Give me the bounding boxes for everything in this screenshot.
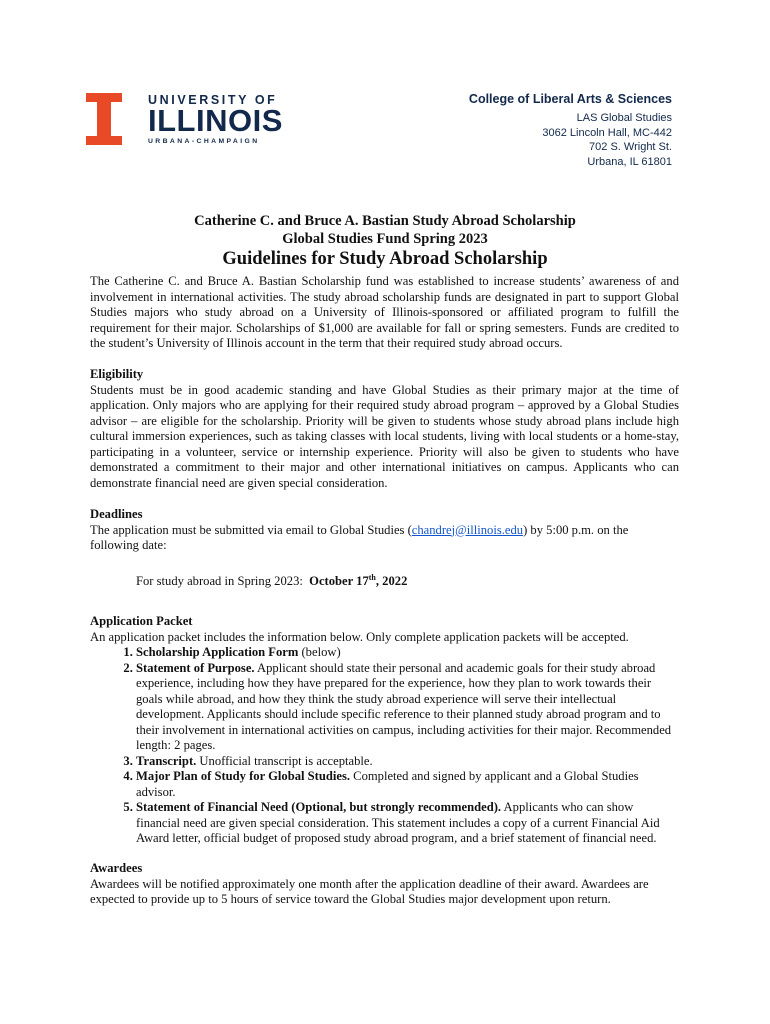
deadline-date-line — [90, 570, 679, 590]
intro-section — [90, 274, 679, 352]
list-item-text: Applicant should state their personal and academic goals for their study abroad experience, including how they have prepared for the experience, how they plan to work towards their goals while abroad, and how they think the study abroad experience will serve their intellectual development. Applicants should include specific reference to their planned study abroad program and to their involvement in international activities on campus, including activities for their major. Recommended length: 2 pages. — [136, 660, 672, 752]
address-line: 3062 Lincoln Hall, MC-442 — [542, 126, 672, 139]
eligibility-paragraph: Students must be in good academic standing and have Global Studies as their primary major at the time of application. Only majors who are applying for their required study abroad program – approved by a Global Studies advisor – are eligible for the scholarship. Priority will be given to students whose study abroad plans include high cultural immersion experiences, such as taking classes with local students, living with local students or a home-stay, participating in a volunteer, service or internship experience. Priority will also be given to students who have demonstrated a commitment to their major and other international initiatives on campus. Applicants who can demonstrate financial need are given special consideration. — [90, 382, 679, 490]
address-line: LAS Global Studies — [576, 112, 672, 124]
list-item-text: (below) — [298, 645, 341, 659]
list-item — [136, 754, 679, 770]
eligibility-heading: Eligibility — [90, 367, 144, 381]
deadlines-heading: Deadlines — [90, 507, 143, 521]
department-address — [469, 91, 672, 169]
deadlines-text-before: The application must be submitted via email to Global Studies ( — [90, 522, 412, 537]
college-name: College of Liberal Arts & Sciences — [468, 92, 672, 106]
university-logo — [86, 93, 286, 149]
awardees-section — [90, 861, 679, 908]
email-link[interactable]: chandrej@illinois.edu — [411, 522, 524, 537]
awardees-paragraph: Awardees will be notified approximately one month after the application deadline of their award. Awardees are expected to provide up to 5 hours of service toward the Global Studies major development upon return. — [90, 876, 649, 906]
address-line: Urbana, IL 61801 — [587, 155, 672, 168]
list-item — [136, 800, 679, 847]
document-title-block — [0, 212, 770, 270]
deadline-date-suffix: th — [368, 572, 376, 582]
logo-line-university: UNIVERSITY OF — [148, 93, 278, 107]
application-packet-section — [90, 614, 679, 847]
deadlines-section — [90, 507, 679, 589]
logo-line-campus: URBANA-CHAMPAIGN — [148, 138, 260, 145]
list-item-text: Applicants who can show financial need are given special consideration. This statement includes a copy of a current Financial Aid Award letter, official budget of proposed study abroad program, and a brief statement of financial need. — [136, 800, 660, 845]
deadline-date-day: October 17 — [309, 573, 369, 588]
deadlines-text-after: ) by 5:00 p.m. on the following date: — [90, 522, 629, 552]
address-line: 702 S. Wright St. — [589, 141, 672, 153]
list-item-title: Statement of Purpose. — [136, 660, 255, 675]
list-item-title: Transcript. — [136, 753, 197, 768]
awardees-heading: Awardees — [90, 861, 143, 875]
deadlines-paragraph — [90, 523, 679, 554]
list-item — [136, 661, 679, 754]
guidelines-heading: Guidelines for Study Abroad Scholarship — [222, 249, 548, 269]
logo-line-illinois: ILLINOIS — [148, 103, 283, 138]
deadline-date-year: , 2022 — [375, 573, 408, 588]
deadline-date-value — [309, 574, 407, 588]
list-item-title: Statement of Financial Need (Optional, but strongly recommended). — [136, 800, 502, 814]
list-item-title: Scholarship Application Form — [136, 645, 299, 659]
list-item — [136, 645, 679, 661]
list-item-text: Completed and signed by applicant and a Global Studies advisor. — [136, 769, 639, 799]
block-i-icon — [86, 93, 122, 145]
list-item — [136, 769, 679, 800]
packet-heading: Application Packet — [90, 614, 193, 628]
deadline-date-label: For study abroad in Spring 2023: — [136, 573, 303, 588]
list-item-title: Major Plan of Study for Global Studies. — [136, 769, 351, 783]
eligibility-section — [90, 367, 679, 491]
packet-intro: An application packet includes the information below. Only complete application packets will be accepted. — [90, 629, 629, 644]
packet-list — [90, 645, 679, 847]
intro-paragraph: The Catherine C. and Bruce A. Bastian Scholarship fund was established to increase students’ awareness of and involvement in international activities. The study abroad scholarship funds are designated in part to support Global Studies majors who study abroad on a University of Illinois-sponsored or affiliated program to fulfill the requirement for their major. Scholarships of $1,000 are available for fall or spring semesters. Funds are credited to the student’s University of Illinois account in the term that their required study abroad occurs. — [90, 274, 679, 350]
fund-subtitle: Global Studies Fund Spring 2023 — [282, 231, 488, 247]
logo-wordmark — [148, 93, 283, 147]
list-item-text: Unofficial transcript is acceptable. — [196, 753, 373, 768]
scholarship-title: Catherine C. and Bruce A. Bastian Study Abroad Scholarship — [194, 213, 576, 229]
